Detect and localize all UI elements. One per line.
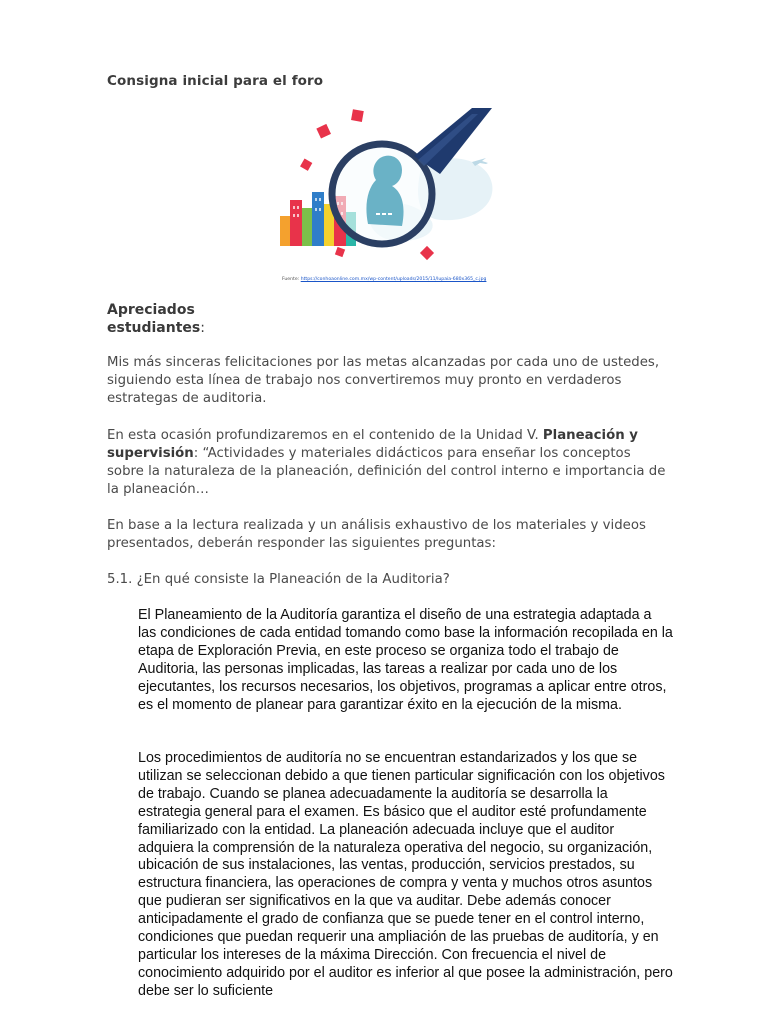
greeting-line-1: Apreciados	[107, 302, 195, 318]
question-5-1: 5.1. ¿En qué consiste la Planeación de la Auditoria?	[107, 572, 450, 587]
greeting-punct: :	[200, 320, 205, 336]
unit-suffix: : “Actividades y materiales didácticos para enseñar los conceptos sobre la naturaleza de la planeación, definición del control interno e importancia de la planeación…	[107, 446, 666, 497]
unit-prefix: En esta ocasión profundizaremos en el contenido de la Unidad V.	[107, 428, 543, 443]
answer-paragraph-1: El Planeamiento de la Auditoría garantiza el diseño de una estrategia adaptada a las condiciones de cada entidad tomando como base la información recopilada en la etapa de Exploración Previa, en este proceso se organiza todo el trabajo de Auditoria, las personas implicadas, las tareas a realizar por cada uno de los ejecutantes, los recursos necesarios, los objetivos, programas a aplicar entre otros, es el momento de planear para garantizar éxito en la ejecución de la misma.	[138, 607, 673, 713]
answer-paragraph-2: Los procedimientos de auditoría no se encuentran estandarizados y los que se utilizan se seleccionan debido a que tienen particular significación con los objetivos de trabajo. Cuando se planea adecuadamente la auditoría se desarrolla la estrategia general para el examen. Es básico que el auditor esté profundamente familiarizado con la entidad. La planeación adecuada incluye que el auditor adquiera la comprensión de la naturaleza operativa del negocio, su organización, ubicación de sus instalaciones, las ventas, producción, servicios prestados, su estructura financiera, las operaciones de compra y venta y muchos otros asuntos que pudieran ser significativos en la que va auditar. Debe además conocer anticipadamente el grado de confianza que se puede tener en el control interno, condiciones que puedan requerir una ampliación de las pruebas de auditoría, y en particular los intereses de la máxima Dirección. Con frecuencia el nivel de conocimiento adquirido por el auditor es inferior al que posee la administración, pero debe ser lo suficiente	[138, 750, 673, 999]
greeting	[107, 301, 307, 337]
caption-link[interactable]: https://conhoaonline.com.mx/wp-content/uploads/2015/11/lupaia-680x365_c.jpg	[300, 277, 487, 282]
image-caption	[282, 277, 522, 282]
paragraph-congrats: Mis más sinceras felicitaciones por las metas alcanzadas por cada uno de ustedes, siguiendo esta línea de trabajo nos convertiremos muy pronto en verdaderos estrategas de auditoria.	[107, 355, 660, 406]
unit-title: Planeación y supervisión	[107, 428, 638, 461]
greeting-line-2: estudiantes	[107, 320, 201, 336]
paragraph-instructions: En base a la lectura realizada y un análisis exhaustivo de los materiales y videos presentados, deberán responder las siguientes preguntas:	[107, 518, 646, 551]
magnifier-city-icon	[272, 104, 498, 264]
caption-label: Fuente:	[282, 277, 300, 282]
page-title: Consigna inicial para el foro	[107, 73, 324, 89]
paragraph-unit	[107, 427, 667, 499]
